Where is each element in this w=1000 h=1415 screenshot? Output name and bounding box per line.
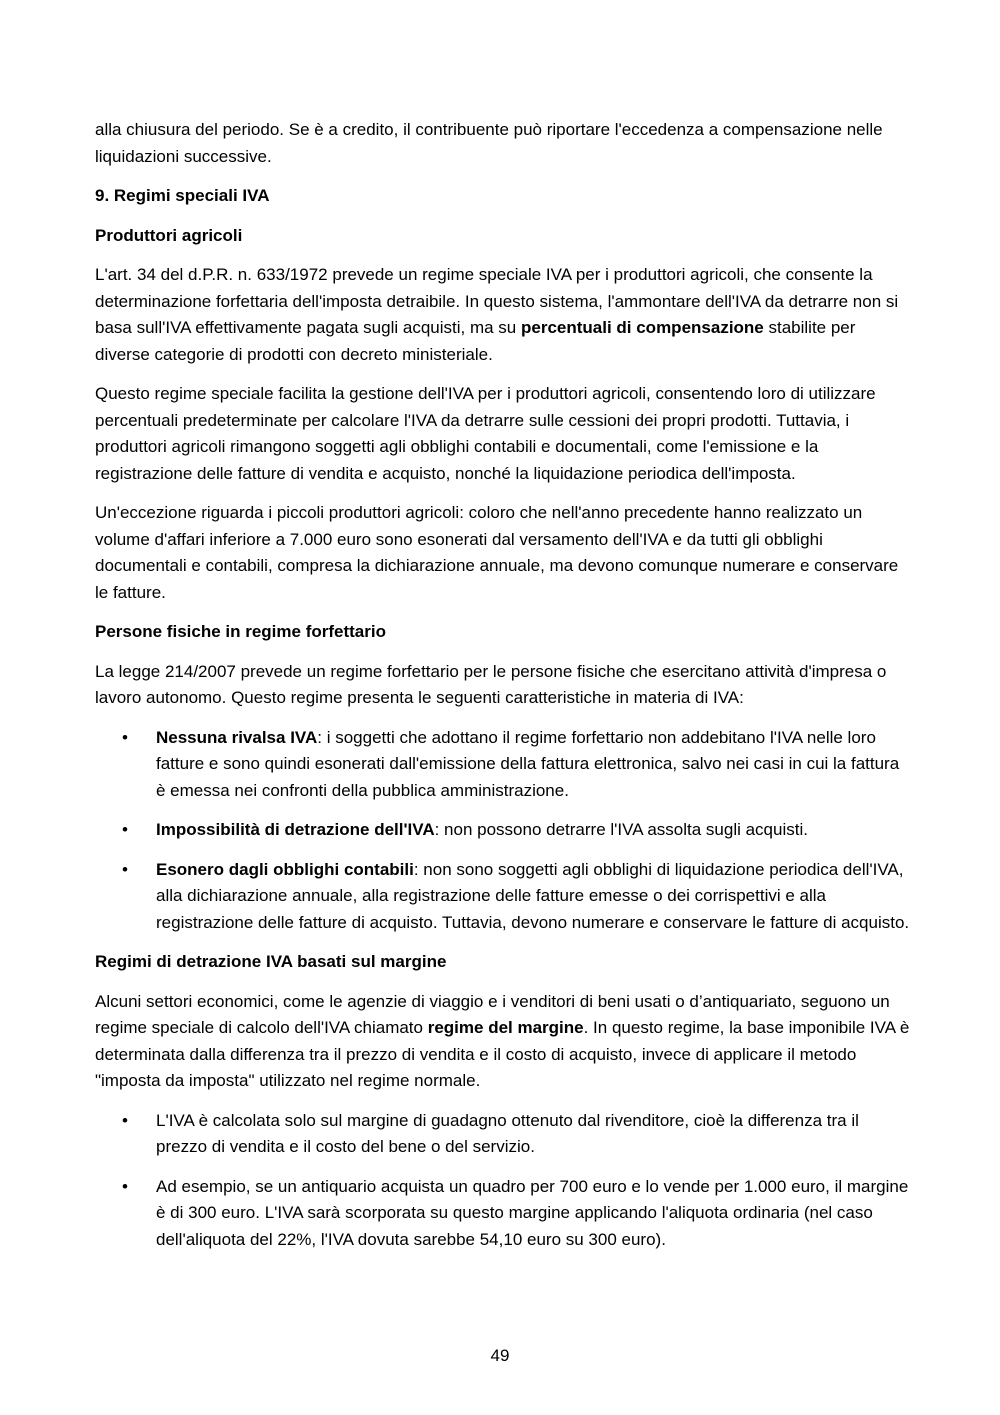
page-number: 49 [490,1346,510,1365]
paragraph-art34 [95,262,910,368]
bold-text-run: regime del margine [427,1018,584,1037]
bullet-icon: • [122,820,128,839]
text-run: Ad esempio, se un antiquario acquista un quadro per 700 euro e lo vende per 1.000 euro, il margine è di 300 euro. L'IVA sarà scorporata su questo margine applicando l'aliquota ordinaria (nel caso dell'aliquota del 22%, l'IVA dovuta sarebbe 54,10 euro su 300 euro). [156,1176,909,1249]
list-item [95,1174,910,1254]
bullet-list-margine [95,1108,910,1254]
list-item [95,1108,910,1161]
text-run: : non sono soggetti agli obblighi di liquidazione periodica dell'IVA, alla dichiarazione annuale, alla registrazione delle fatture emesse o dei corrispettivi e alla registrazione delle fatture di acquisto. Tuttavia, devono numerare e conservare le fatture di acquisto. [156,859,910,932]
bullet-icon: • [122,1110,128,1130]
bullet-icon: • [122,859,128,879]
bold-text-run: Esonero dagli obblighi contabili [156,859,414,879]
text-run: : non possono detrarre l'IVA assolta sugli acquisti. [434,820,808,839]
bold-text-run: Impossibilità di detrazione dell'IVA [156,820,435,839]
bullet-icon: • [122,727,128,747]
subheading-regime-margine: Regimi di detrazione IVA basati sul margine [95,952,447,971]
paragraph-eccezione: Un'eccezione riguarda i piccoli produttori agricoli: coloro che nell'anno precedente hanno realizzato un volume d'affari inferiore a 7.000 euro sono esonerati dal versamento dell'IVA e da tutti gli obblighi documentali e contabili, compresa la dichiarazione annuale, ma devono comunque numerare e conservare le fatture. [95,503,899,602]
bold-text-run: Nessuna rivalsa IVA [156,727,318,747]
bullet-icon: • [122,1176,128,1196]
text-run: stabilite per diverse categorie di prodotti con decreto ministeriale. [95,318,856,364]
list-item [95,857,910,937]
document-page [95,117,910,1266]
text-run: Alcuni settori economici, come le agenzie di viaggio e i venditori di beni usati o d’antiquariato, seguono un regime speciale di calcolo dell'IVA chiamato [95,991,890,1037]
subheading-regime-forfettario: Persone fisiche in regime forfettario [95,622,386,641]
subheading-produttori-agricoli: Produttori agricoli [95,225,243,245]
list-item [95,725,910,805]
text-run: . In questo regime, la base imponibile IVA è determinata dalla differenza tra il prezzo di vendita e il costo di acquisto, invece di applicare il metodo "imposta da imposta" utilizzato nel regime normale. [95,1018,910,1090]
paragraph-legge-214: La legge 214/2007 prevede un regime forfettario per le persone fisiche che esercitano attività d'impresa o lavoro autonomo. Questo regime presenta le seguenti caratteristiche in materia di IVA: [95,661,887,707]
text-run: : i soggetti che adottano il regime forfettario non addebitano l'IVA nelle loro fatture e sono quindi esonerati dall'emissione della fattura elettronica, salvo nei casi in cui la fattura è emessa nei confronti della pubblica amministrazione. [156,727,900,800]
text-run: L'IVA è calcolata solo sul margine di guadagno ottenuto dal rivenditore, cioè la differenza tra il prezzo di vendita e il costo del bene o del servizio. [156,1110,859,1156]
text-run: L'art. 34 del d.P.R. n. 633/1972 prevede un regime speciale IVA per i produttori agricoli, che consente la determinazione forfettaria dell'imposta detraibile. In questo sistema, l'ammontare dell'IVA da detrarre non si basa sull'IVA effettivamente pagata sugli acquisti, ma su [95,265,899,337]
list-item [95,817,910,844]
bullet-list-forfettario [95,725,910,937]
paragraph-continuation: alla chiusura del periodo. Se è a credito, il contribuente può riportare l'eccedenza a compensazione nelle liquidazioni successive. [95,120,883,166]
paragraph-regime-speciale: Questo regime speciale facilita la gestione dell'IVA per i produttori agricoli, consentendo loro di utilizzare percentuali predeterminate per calcolare l'IVA da detrarre sulle cessioni dei propri prodotti. Tuttavia, i produttori agricoli rimangono soggetti agli obblighi contabili e documentali, come l'emissione e la registrazione delle fatture di vendita e acquisto, nonché la liquidazione periodica dell'imposta. [95,384,876,483]
paragraph-regime-margine [95,989,910,1095]
bold-text-run: percentuali di compensazione [520,318,764,337]
section-heading: 9. Regimi speciali IVA [95,186,270,205]
